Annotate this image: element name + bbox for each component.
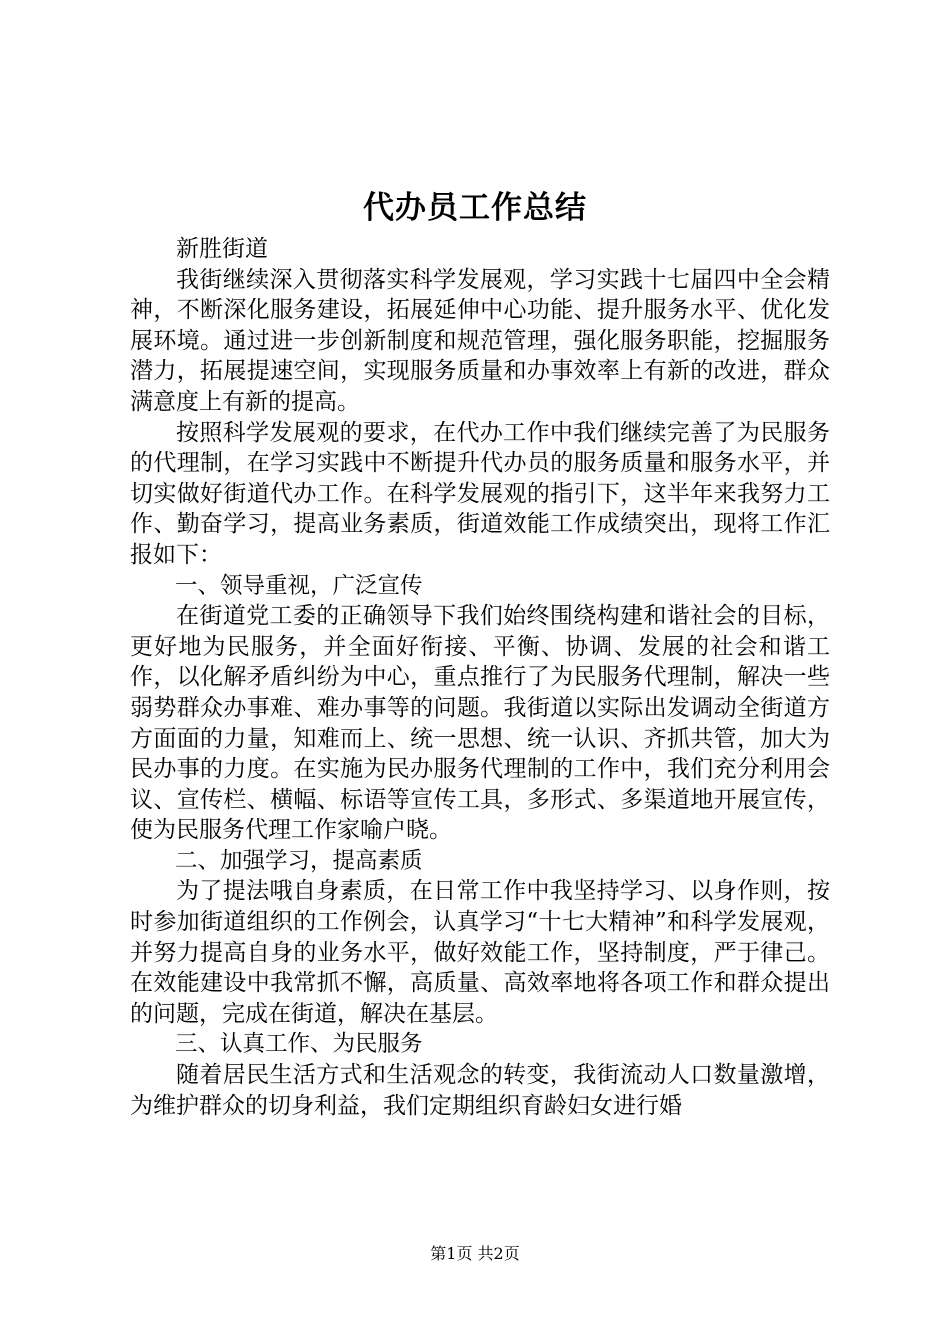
section-heading: 三、认真工作、为民服务 xyxy=(175,1031,423,1058)
paragraph: 按照科学发展观的要求，在代办工作中我们继续完善了为民服务的代理制，在学习实践中不断提升代办员的服务质量和服务水平，并切实做好街道代办工作。在科学发展观的指引下，这半年来我努力工作、勤奋学习，提高业务素质，街道效能工作成绩突出，现将工作汇报如下： xyxy=(130,419,830,568)
author-line: 新胜街道 xyxy=(176,236,268,262)
paragraph: 在街道党工委的正确领导下我们始终围绕构建和谐社会的目标，更好地为民服务，并全面好衔接、平衡、协调、发展的社会和谐工作，以化解矛盾纠纷为中心，重点推行了为民服务代理制，解决一些弱势群众办事难、难办事等的问题。我街道以实际出发调动全街道方方面面的力量，知难而上、统一思想、统一认识、齐抓共管，加大为民办事的力度。在实施为民办服务代理制的工作中，我们充分利用会议、宣传栏、横幅、标语等宣传工具，多形式、多渠道地开展宣传，使为民服务代理工作家喻户晓。 xyxy=(130,603,830,844)
page-footer: 第1页 共2页 xyxy=(430,1244,520,1263)
paragraph: 随着居民生活方式和生活观念的转变，我街流动人口数量激增，为维护群众的切身利益，我们定期组织育龄妇女进行婚 xyxy=(130,1062,830,1119)
section-heading: 一、领导重视，广泛宣传 xyxy=(175,572,423,599)
paragraph: 我街继续深入贯彻落实科学发展观，学习实践十七届四中全会精神，不断深化服务建设，拓展延伸中心功能、提升服务水平、优化发展环境。通过进一步创新制度和规范管理，强化服务职能，挖掘服务潜力，拓展提速空间，实现服务质量和办事效率上有新的改进，群众满意度上有新的提高。 xyxy=(130,266,830,415)
section-heading: 二、加强学习，提高素质 xyxy=(175,847,423,874)
document-body xyxy=(130,234,830,1121)
document-title: 代办员工作总结 xyxy=(363,190,587,226)
paragraph: 为了提法哦自身素质，在日常工作中我坚持学习、以身作则，按时参加街道组织的工作例会，认真学习“十七大精神”和科学发展观，并努力提高自身的业务水平，做好效能工作，坚持制度，严于律己。在效能建设中我常抓不懈，高质量、高效率地将各项工作和群众提出的问题，完成在街道，解决在基层。 xyxy=(130,878,830,1027)
